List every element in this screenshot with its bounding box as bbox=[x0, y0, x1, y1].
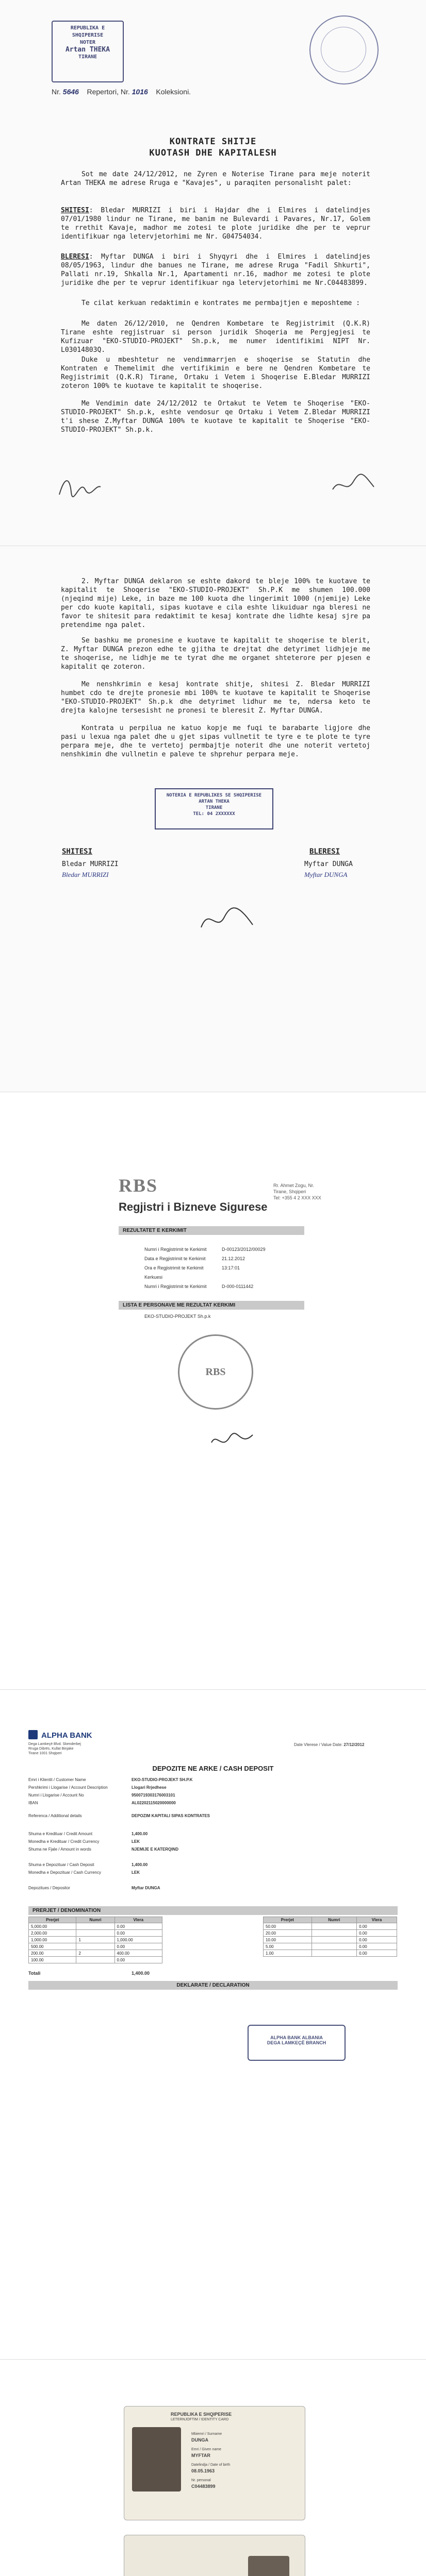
denomination-cell: 1,000.00 bbox=[29, 1937, 76, 1943]
field-key: Kerkuesi bbox=[144, 1275, 163, 1280]
rbs-logo: RBS bbox=[119, 1175, 158, 1196]
address-line: Tel: +355 4 2 XXX XXX bbox=[273, 1195, 321, 1200]
seller-name: Bledar MURRIZI bbox=[62, 860, 119, 868]
stamp-line: NOTER bbox=[79, 40, 96, 45]
denomination-table-left bbox=[28, 1917, 162, 1963]
koleksioni-label: Koleksioni. bbox=[156, 88, 191, 96]
surname-value: DUNGA bbox=[191, 2437, 208, 2443]
repertori-label: Repertori, Nr. bbox=[87, 88, 130, 96]
field-value: D-000-0111442 bbox=[222, 1284, 254, 1289]
total-value: 1,400.00 bbox=[132, 1971, 150, 1976]
result-field bbox=[144, 1275, 222, 1280]
notary-stamp bbox=[155, 788, 273, 829]
result-field bbox=[144, 1284, 253, 1289]
row-label: Depozitues / Depositor bbox=[28, 1886, 70, 1890]
denomination-cell: 500.00 bbox=[29, 1943, 76, 1950]
address-line: Rr. Ahmet Zogu, Nr. bbox=[273, 1183, 315, 1188]
card-subtitle: LETERNJOFTIM / IDENTITY CARD bbox=[171, 2418, 229, 2421]
denomination-row bbox=[264, 1930, 397, 1937]
notary-stamp bbox=[52, 21, 124, 82]
deposit-title: DEPOZITE NE ARKE / CASH DEPOSIT bbox=[152, 1765, 274, 1772]
contract-paragraph: Duke u mbeshtetur ne vendimmarrjen e shoqerise se Statutin dhe Kontraten e Themelimit dhe vertifikimin e bere ne Qendren Kombetare te Regjistrimit (Q.K.R) Tirane, Ortaku i Vetem i Shoqerise E.Bledar MURRIZI zoteron 100% te kuotave te kapitalit te shoqerise. bbox=[61, 356, 370, 390]
denomination-row bbox=[29, 1937, 162, 1943]
nr-value: 5646 bbox=[62, 88, 79, 96]
column-header: Numri bbox=[76, 1917, 114, 1923]
id-photo-small bbox=[248, 2556, 289, 2576]
row-value: 1,400.00 bbox=[132, 1832, 148, 1836]
denomination-cell bbox=[76, 1957, 114, 1963]
row-label: Referenca / Additional details bbox=[28, 1814, 82, 1818]
denomination-row bbox=[29, 1923, 162, 1930]
card-country: REPUBLIKA E SHQIPERISE bbox=[171, 2412, 232, 2417]
result-field bbox=[144, 1256, 245, 1261]
denomination-cell: 1.00 bbox=[264, 1950, 312, 1957]
denomination-cell bbox=[76, 1923, 114, 1930]
intro-paragraph: Sot me date 24/12/2012, ne Zyren e Noterise Tirane para meje noterit Artan THEKA me adrese Rruga e "Kavajes", u paraqiten personalisht palet: bbox=[61, 171, 370, 187]
persons-list-band: LISTA E PERSONAVE ME REZULTAT KERKIMI bbox=[119, 1301, 304, 1310]
row-label: Pershkrimi i Llogarise / Account Description bbox=[28, 1785, 108, 1790]
value-date bbox=[294, 1742, 364, 1747]
column-header: Prerjet bbox=[264, 1917, 312, 1923]
signature-seller bbox=[57, 474, 103, 501]
id-card-back bbox=[124, 2535, 305, 2576]
contract-page-2 bbox=[0, 546, 426, 1092]
row-label: Emri i Klientit / Customer Name bbox=[28, 1777, 86, 1782]
denomination-cell: 0.00 bbox=[114, 1957, 162, 1963]
denomination-cell: 5.00 bbox=[264, 1943, 312, 1950]
address-line: Tirane, Shqiperi bbox=[273, 1189, 306, 1194]
contract-title: KONTRATE SHITJE bbox=[169, 137, 257, 147]
denomination-cell: 50.00 bbox=[264, 1923, 312, 1930]
bank-address-line: Tirane 1001 Shqiperi bbox=[28, 1752, 62, 1755]
column-header: Numri bbox=[312, 1917, 357, 1923]
denomination-cell bbox=[312, 1937, 357, 1943]
number-value: C04483899 bbox=[191, 2484, 216, 2489]
total-label: Totali bbox=[28, 1971, 41, 1976]
id-card-page bbox=[0, 2360, 426, 2576]
bank-address-line: Dega Lamkeçë Blvd. Skenderbej bbox=[28, 1742, 81, 1746]
dob-label: Datelindja / Date of birth bbox=[191, 2463, 231, 2467]
surname-label: Mbiemri / Surname bbox=[191, 2432, 222, 2436]
deposit-row bbox=[28, 1847, 178, 1852]
stamp-line: NOTERIA E REPUBLIKES SE SHQIPERISE bbox=[166, 793, 262, 798]
denomination-cell bbox=[312, 1930, 357, 1937]
seller-signature-label: SHITESI bbox=[62, 848, 93, 856]
row-label: Shuma ne Fjale / Amount in words bbox=[28, 1847, 91, 1852]
denomination-cell bbox=[312, 1923, 357, 1930]
deposit-row bbox=[28, 1801, 176, 1805]
deposit-row bbox=[28, 1777, 193, 1782]
denomination-cell: 0.00 bbox=[357, 1943, 397, 1950]
rbs-address bbox=[273, 1182, 366, 1201]
field-key: Data e Regjistrimit te Kerkimit bbox=[144, 1256, 206, 1261]
result-field bbox=[144, 1265, 240, 1270]
row-value: LEK bbox=[132, 1839, 140, 1844]
column-header: Vlera bbox=[114, 1917, 162, 1923]
denomination-row bbox=[264, 1937, 397, 1943]
stamp-line: TIRANE bbox=[205, 805, 223, 810]
stamp-line: Artan THEKA bbox=[65, 46, 110, 54]
number-label: Nr. personal bbox=[191, 2479, 211, 2482]
stamp-line: ALPHA BANK ALBANIA bbox=[270, 2035, 323, 2040]
deposit-row bbox=[28, 1886, 160, 1890]
field-value: 21.12.2012 bbox=[222, 1256, 245, 1261]
contract-paragraph: Me Vendimin date 24/12/2012 te Ortakut te Vetem te Shoqerise "EKO-STUDIO-PROJEKT" Sh.p.k, eshte vendosur qe Ortaku i Vetem Z.Bledar MURRIZI t'i shese Z.Myftar DUNGA 100% te kuotave te kapitalit te Shoqerise "EKO-STUDIO-PROJEKT" Sh.p.k. bbox=[61, 400, 370, 434]
contract-paragraph: Se bashku me pronesine e kuotave te kapitalit te shoqerise te blerit, Z. Myftar DUNGA prezon edhe te gjitha te drejtat dhe detyrimet lidhjeje me te shoqerise, ne lidhje me te tyrat dhe me organet shteterore per pjesen e kapitalit qe zoteron. bbox=[61, 637, 370, 671]
declaration-band: DEKLARATE / DECLARATION bbox=[28, 1981, 398, 1990]
denomination-cell: 400.00 bbox=[114, 1950, 162, 1957]
denomination-row bbox=[29, 1930, 162, 1937]
field-key: Numri i Regjistrimit te Kerkimit bbox=[144, 1284, 207, 1289]
nr-label: Nr. bbox=[52, 88, 61, 96]
row-label: Numri i Llogarise / Account No bbox=[28, 1793, 84, 1798]
deposit-row bbox=[28, 1785, 167, 1790]
row-value: Myftar DUNGA bbox=[132, 1886, 160, 1890]
contract-paragraph: Me daten 26/12/2010, ne Qendren Kombetare te Regjistrimit (Q.K.R) Tirane eshte regjistruar si person juridik Shoqeria me Pergjegjesi te Kufizuar "EKO-STUDIO-PROJEKT" Sh.p.k, me numer identifikimi NIPT Nr. L03014803Q. bbox=[61, 320, 370, 354]
stamp-line: ARTAN THEKA bbox=[199, 799, 230, 804]
row-value: 9500719303176003101 bbox=[132, 1793, 175, 1798]
rbs-title: Regjistri i Bizneve Sigurese bbox=[119, 1200, 268, 1213]
row-value: Llogari Rrjedhese bbox=[132, 1785, 167, 1790]
row-value: LEK bbox=[132, 1870, 140, 1875]
denomination-cell: 0.00 bbox=[114, 1930, 162, 1937]
row-label: Monedha e Depozituar / Cash Currency bbox=[28, 1870, 101, 1875]
buyer-name: Myftar DUNGA bbox=[304, 860, 353, 868]
notary-signature bbox=[196, 902, 258, 939]
contract-paragraph: Te cilat kerkuan redaktimin e kontrates me permbajtjen e meposhteme : bbox=[81, 299, 361, 307]
name-label: Emri / Given name bbox=[191, 2448, 221, 2451]
stamp-line: DEGA LAMKEÇË BRANCH bbox=[267, 2040, 326, 2045]
denomination-cell: 5,000.00 bbox=[29, 1923, 76, 1930]
repertori-value: 1016 bbox=[132, 88, 148, 96]
dob-value: 08.05.1963 bbox=[191, 2468, 215, 2473]
row-label: Shuma e Kredituar / Credit Amount bbox=[28, 1832, 93, 1836]
denomination-cell: 2,000.00 bbox=[29, 1930, 76, 1937]
field-value: 13:17:01 bbox=[222, 1265, 240, 1270]
denomination-cell bbox=[76, 1930, 114, 1937]
round-stamp bbox=[309, 15, 379, 84]
denomination-cell bbox=[312, 1943, 357, 1950]
denomination-cell: 1 bbox=[76, 1937, 114, 1943]
bank-stamp bbox=[248, 2025, 346, 2061]
buyer-signature-label: BLERESI bbox=[309, 848, 340, 856]
stamp-line: TEL: 04 2XXXXXX bbox=[193, 811, 235, 817]
deposit-row bbox=[28, 1832, 148, 1836]
denomination-cell: 0.00 bbox=[114, 1923, 162, 1930]
contract-paragraph: Kontrata u perpilua ne katuo kopje me fuqi te barabarte ligjore dhe pasi u lexua nga palet dhe u gjet sipas vullnetit te tyre e te plote te tyre perpara meje, dhe te vertetoj permbajtje noterit dhe une noterit vertetoj nenshkimin dhe vullnetin e paleve te shprehur perpara meje. bbox=[61, 724, 370, 758]
total-row bbox=[28, 1971, 150, 1976]
row-value: NJEMIJE E KATERQIND bbox=[132, 1847, 178, 1852]
denomination-row bbox=[29, 1950, 162, 1957]
value-date-value: 27/12/2012 bbox=[343, 1742, 365, 1747]
rbs-search-page bbox=[0, 1092, 426, 1690]
denomination-table-right bbox=[263, 1917, 397, 1957]
field-value: D-00123/2012/00029 bbox=[222, 1247, 266, 1252]
denomination-cell bbox=[76, 1943, 114, 1950]
stamp-line: TIRANE bbox=[78, 54, 97, 60]
row-label: Shuma e Depozituar / Cash Deposit bbox=[28, 1862, 94, 1867]
column-header: Vlera bbox=[357, 1917, 397, 1923]
contract-subtitle: KUOTASH DHE KAPITALESH bbox=[149, 148, 277, 158]
denomination-cell: 100.00 bbox=[29, 1957, 76, 1963]
column-header: Prerjet bbox=[29, 1917, 76, 1923]
denomination-cell: 200.00 bbox=[29, 1950, 76, 1957]
seller-paragraph bbox=[61, 206, 370, 241]
bank-logo-icon bbox=[28, 1730, 38, 1739]
seller-handwritten-name: Bledar MURRIZI bbox=[62, 871, 109, 878]
registration-line bbox=[52, 88, 191, 96]
denomination-cell: 0.00 bbox=[114, 1943, 162, 1950]
denomination-band: PRERJET / DENOMINATION bbox=[28, 1906, 398, 1915]
row-label: IBAN bbox=[28, 1801, 38, 1805]
denomination-cell: 1,000.00 bbox=[114, 1937, 162, 1943]
deposit-row bbox=[28, 1862, 148, 1867]
bank-deposit-page bbox=[0, 1690, 426, 2360]
contract-page-1 bbox=[0, 0, 426, 546]
bank-address-line: Rruga Dibrës, Kullat Binjake bbox=[28, 1747, 74, 1751]
row-value: 1,400.00 bbox=[132, 1862, 148, 1867]
denomination-cell: 0.00 bbox=[357, 1930, 397, 1937]
denomination-row bbox=[29, 1957, 162, 1963]
buyer-label: BLERESI bbox=[61, 253, 89, 261]
denomination-cell: 0.00 bbox=[357, 1950, 397, 1957]
seller-label: SHITESI bbox=[61, 207, 89, 214]
denomination-row bbox=[264, 1923, 397, 1930]
denomination-row bbox=[29, 1943, 162, 1950]
field-key: Ora e Regjistrimit te Kerkimit bbox=[144, 1265, 204, 1270]
name-value: MYFTAR bbox=[191, 2453, 210, 2458]
buyer-paragraph bbox=[61, 252, 370, 287]
denomination-cell: 10.00 bbox=[264, 1937, 312, 1943]
contract-paragraph: Me nenshkrimin e kesaj kontrate shitje, shitesi Z. Bledar MURRIZI humbet cdo te drejte pronesie mbi 100% te kuotave te kapitalit te Shoqerise "EKO-STUDIO-PROJEKT" Sh.p.k dhe detyrimet lidhur me te, ndersa keto te drejta kalojne tersesisht ne pronesi te bleresit Z. Myftar DUNGA. bbox=[61, 681, 370, 715]
row-value: DEPOZIM KAPITALI SIPAS KONTRATES bbox=[132, 1814, 210, 1818]
buyer-text: : Myftar DUNGA i biri i Shyqyri dhe i Elmires i datelindjes 08/05/1963, lindur dhe banues ne Tirane, me adrese Rruga "Fadil Shkurti", Pallati nr.19, Shkalla Nr.1, Apartamenti nr.16, madhor me zotesi te plote juridike dhe per te veprur identifikuar nga letervjetorhimi me Nr.C04483899. bbox=[61, 253, 370, 287]
signature-buyer bbox=[330, 471, 376, 498]
seller-text: : Bledar MURRIZI i biri i Hajdar dhe i Elmires i datelindjes 07/01/1980 lindur ne Tirane, me banim ne Bulevardi i Pavares, Nr.17, Golem te rrethit Kavaje, madhor me zotesi te plote juridike dhe per te veprur identifikuar nga letervjetorhimi me Nr. G04754034. bbox=[61, 207, 370, 241]
deposit-row bbox=[28, 1870, 140, 1875]
denomination-row bbox=[264, 1943, 397, 1950]
stamp-line: REPUBLIKA E SHQIPERISE bbox=[70, 25, 105, 38]
contract-paragraph: 2. Myftar DUNGA deklaron se eshte dakord te bleje 100% te kuotave te kapitalit te Shoqerise "EKO-STUDIO-PROJEKT" Sh.P.K me shumen 100.000 (njeqind mije) Leke, in baze me 100 kuota dhe lingerimit 1000 (njemije) Leke per cdo kuote kapitali, sipas kuotave e cila eshte likuiduar nga bleresi ne favor te shitesit para redaktimit te kesaj kontrate dhe lidhte kesaj sjre pa pretendime nga palet. bbox=[61, 578, 370, 629]
deposit-row bbox=[28, 1839, 140, 1844]
denomination-cell: 20.00 bbox=[264, 1930, 312, 1937]
row-label: Monedha e Kredituar / Credit Currency bbox=[28, 1839, 100, 1844]
result-field bbox=[144, 1247, 266, 1252]
field-key: Numri i Regjistrimit te Kerkimit bbox=[144, 1247, 207, 1252]
row-value: AL02202115020000000 bbox=[132, 1801, 176, 1805]
row-value: EKO-STUDIO-PROJEKT SH.P.K bbox=[132, 1777, 193, 1782]
denomination-cell: 0.00 bbox=[357, 1937, 397, 1943]
denomination-row bbox=[264, 1950, 397, 1957]
rbs-seal: RBS bbox=[178, 1334, 253, 1410]
search-results-band: REZULTATET E KERKIMIT bbox=[119, 1226, 304, 1235]
result-row: EKO-STUDIO-PROJEKT Sh.p.k bbox=[144, 1314, 211, 1319]
deposit-row bbox=[28, 1814, 210, 1818]
signature bbox=[206, 1427, 258, 1454]
value-date-label: Date Vlerese / Value Date: bbox=[294, 1742, 343, 1747]
buyer-handwritten-name: Myftar DUNGA bbox=[304, 871, 348, 878]
deposit-row bbox=[28, 1793, 175, 1798]
denomination-cell: 2 bbox=[76, 1950, 114, 1957]
denomination-cell: 0.00 bbox=[357, 1923, 397, 1930]
denomination-cell bbox=[312, 1950, 357, 1957]
bank-name: ALPHA BANK bbox=[41, 1731, 92, 1740]
id-card-front bbox=[124, 2406, 305, 2520]
id-photo bbox=[132, 2427, 181, 2492]
